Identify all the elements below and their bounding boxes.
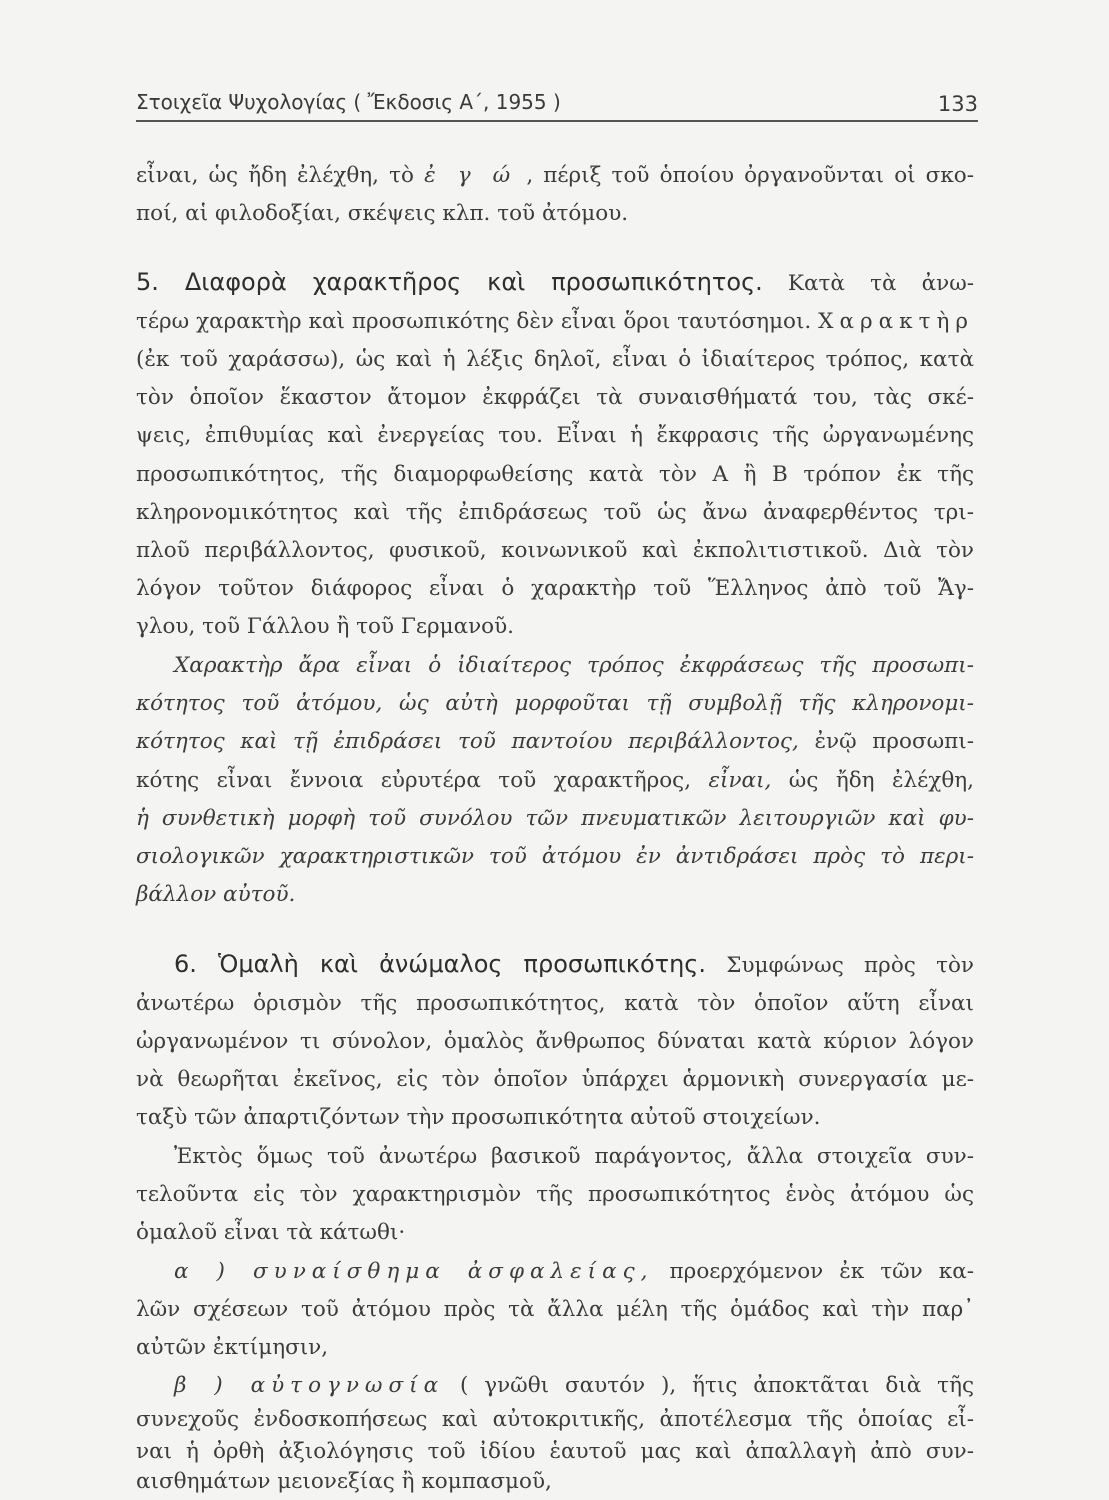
section-heading: 5. Διαφορὰ χαρακτῆρος καὶ προσωπικότητος. [136, 268, 763, 296]
text-line: τὸν ὁποῖον ἕκαστον ἄτομον ἐκφράζει τὰ συναισθήματά του, τὰς σκέ- [136, 385, 974, 410]
text-line: κληρονομικότητος καὶ τῆς ἐπιδράσεως τοῦ ὡς ἄνω ἀναφερθέντος τρι- [136, 500, 974, 525]
list-item-a: α ) συναίσθημα ἀσφαλείας, προερχόμενον ἐκ τῶν κα- [174, 1259, 974, 1284]
text-line: προσωπικότητος, τῆς διαμορφωθείσης κατὰ τὸν Α ἢ Β τρόπον ἐκ τῆς [136, 462, 974, 487]
running-title: Στοιχεῖα Ψυχολογίας ( Ἔκδοσις Α΄, 1955 ) [136, 90, 561, 114]
text-line: Χαρακτὴρ ἄρα εἶναι ὁ ἰδιαίτερος τρόπος ἐκφράσεως τῆς προσωπι- [174, 653, 974, 678]
text-line: ποί, αἱ φιλοδοξίαι, σκέψεις κλπ. τοῦ ἀτόμου. [136, 201, 629, 226]
page-number: 133 [937, 92, 978, 116]
running-header [136, 86, 978, 122]
text-line: τελοῦντα εἰς τὸν χαρακτηρισμὸν τῆς προσωπικότητος ἑνὸς ἀτόμου ὡς [136, 1182, 974, 1207]
text-line: νὰ θεωρῆται ἐκεῖνος, εἰς τὸν ὁποῖον ὑπάρχει ἁρμονικὴ συνεργασία με- [136, 1067, 974, 1092]
text-line: βάλλον αὐτοῦ. [136, 882, 296, 907]
text-line: γλου, τοῦ Γάλλου ἢ τοῦ Γερμανοῦ. [136, 614, 515, 639]
section-5-first-line: 5. Διαφορὰ χαρακτῆρος καὶ προσωπικότητος. Κατὰ τὰ ἀνω- [136, 268, 975, 296]
text-line: ὠργανωμένον τι σύνολον, ὁμαλὸς ἄνθρωπος δύναται κατὰ κύριον λόγον [136, 1029, 974, 1054]
section-6-first-line: 6. Ὁμαλὴ καὶ ἀνώμαλος προσωπικότης. Συμφώνως πρὸς τὸν [174, 950, 974, 978]
text-line: λόγον τοῦτον διάφορος εἶναι ὁ χαρακτὴρ τοῦ Ἕλληνος ἀπὸ τοῦ Ἄγ- [136, 576, 974, 601]
text-line: ἡ συνθετικὴ μορφὴ τοῦ συνόλου τῶν πνευματικῶν λειτουργιῶν καὶ φυ- [136, 806, 974, 831]
text-line: ἀνωτέρω ὁρισμὸν τῆς προσωπικότητος, κατὰ τὸν ὁποῖον αὕτη εἶναι [136, 991, 974, 1016]
text-line: ψεις, ἐπιθυμίας καὶ ἐνεργείας του. Εἶναι ἡ ἔκφρασις τῆς ὠργανωμένης [136, 423, 974, 448]
text-line: συνεχοῦς ἐνδοσκοπήσεως καὶ αὐτοκριτικῆς, ἀποτέλεσμα τῆς ὁποίας εἶ- [136, 1407, 974, 1432]
text-line: πλοῦ περιβάλλοντος, φυσικοῦ, κοινωνικοῦ καὶ ἐκπολιτιστικοῦ. Διὰ τὸν [136, 538, 974, 563]
text-line: σιολογικῶν χαρακτηριστικῶν τοῦ ἀτόμου ἐν ἀντιδράσει πρὸς τὸ περι- [136, 844, 974, 869]
text-line: αὐτῶν ἐκτίμησιν, [136, 1335, 329, 1360]
text-line: λῶν σχέσεων τοῦ ἀτόμου πρὸς τὰ ἄλλα μέλη τῆς ὁμάδος καὶ τὴν παρ᾽ [136, 1297, 974, 1322]
text-line: εἶναι, ὡς ἤδη ἐλέχθη, τὸ ἐ γ ώ , πέριξ τοῦ ὁποίου ὀργανοῦνται οἱ σκο- [136, 163, 975, 188]
text-line-overflow: αισθημάτων μειονεξίας ἢ κομπασμοῦ, [136, 1469, 552, 1494]
text-line: ταξὺ τῶν ἀπαρτιζόντων τὴν προσωπικότητα αὐτοῦ στοιχείων. [136, 1105, 821, 1130]
text-line: κότητος καὶ τῇ ἐπιδράσει τοῦ παντοίου περιβάλλοντος, ἐνῷ προσωπι- [136, 729, 974, 754]
text-line: τέρω χαρακτὴρ καὶ προσωπικότης δὲν εἶναι ὅροι ταυτόσημοι. Χαρακτὴρ [136, 309, 974, 334]
text-line: Ἐκτὸς ὅμως τοῦ ἀνωτέρω βασικοῦ παράγοντος, ἄλλα στοιχεῖα συν- [174, 1144, 974, 1169]
text-line: κότητος τοῦ ἀτόμου, ὡς αὐτὴ μορφοῦται τῇ συμβολῇ τῆς κληρονομι- [136, 691, 974, 716]
text-line: ὁμαλοῦ εἶναι τὰ κάτωθι· [136, 1220, 406, 1245]
list-item-b: β ) αὐτογνωσία ( γνῶθι σαυτόν ), ἥτις ἀποκτᾶται διὰ τῆς [174, 1373, 974, 1398]
text-line: (ἐκ τοῦ χαράσσω), ὡς καὶ ἡ λέξις δηλοῖ, εἶναι ὁ ἰδιαίτερος τρόπος, κατὰ [136, 347, 974, 372]
text-line: κότης εἶναι ἔννοια εὐρυτέρα τοῦ χαρακτῆρος, εἶναι, ὡς ἤδη ἐλέχθη, [136, 768, 974, 793]
text-line: ναι ἡ ὀρθὴ ἀξιολόγησις τοῦ ἰδίου ἑαυτοῦ μας καὶ ἀπαλλαγὴ ἀπὸ συν- [136, 1439, 974, 1464]
section-heading: 6. Ὁμαλὴ καὶ ἀνώμαλος προσωπικότης. [174, 950, 706, 978]
